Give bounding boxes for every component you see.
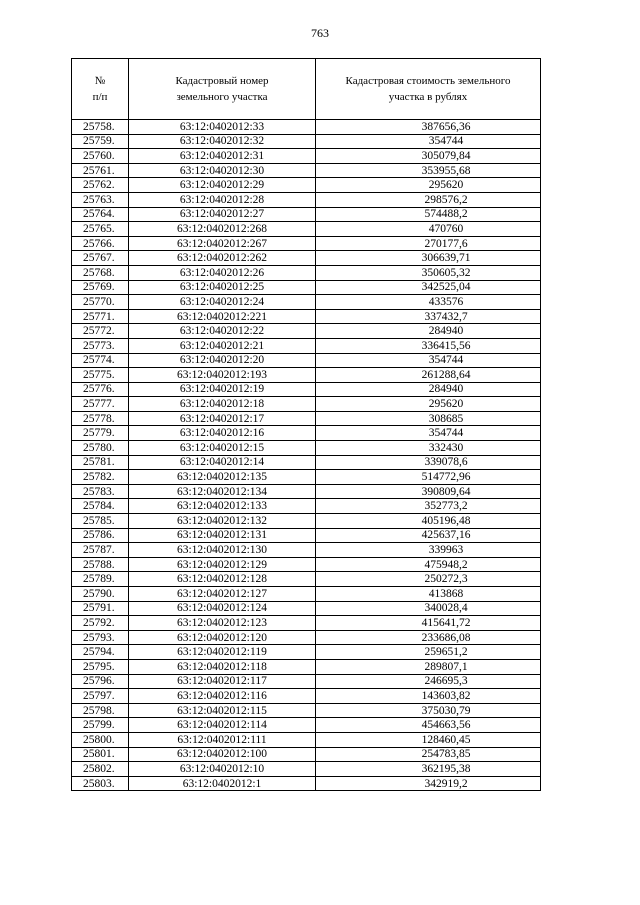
row-number-cell: 25762. xyxy=(72,178,129,193)
cadastral-number-cell: 63:12:0402012:131 xyxy=(129,528,316,543)
table-row xyxy=(72,207,541,222)
cadastral-cost-cell: 284940 xyxy=(316,324,541,339)
cadastral-cost-cell: 340028,4 xyxy=(316,601,541,616)
row-number-cell: 25788. xyxy=(72,557,129,572)
table-header xyxy=(72,59,541,120)
cadastral-number-cell: 63:12:0402012:120 xyxy=(129,630,316,645)
cadastral-number-cell: 63:12:0402012:130 xyxy=(129,543,316,558)
cadastral-number-cell: 63:12:0402012:22 xyxy=(129,324,316,339)
cadastral-cost-cell: 259651,2 xyxy=(316,645,541,660)
header-cost-line2: участка в рублях xyxy=(388,91,468,103)
row-number-cell: 25791. xyxy=(72,601,129,616)
row-number-cell: 25775. xyxy=(72,368,129,383)
row-number-cell: 25776. xyxy=(72,382,129,397)
cadastral-number-cell: 63:12:0402012:27 xyxy=(129,207,316,222)
table-row xyxy=(72,382,541,397)
cadastral-cost-cell: 574488,2 xyxy=(316,207,541,222)
table-row xyxy=(72,455,541,470)
row-number-cell: 25779. xyxy=(72,426,129,441)
table-row xyxy=(72,689,541,704)
row-number-cell: 25801. xyxy=(72,747,129,762)
header-cadastral-number xyxy=(129,59,316,120)
table-row xyxy=(72,309,541,324)
cadastral-number-cell: 63:12:0402012:262 xyxy=(129,251,316,266)
row-number-cell: 25770. xyxy=(72,295,129,310)
cadastral-number-cell: 63:12:0402012:111 xyxy=(129,732,316,747)
cadastral-cost-cell: 354744 xyxy=(316,426,541,441)
cadastral-number-cell: 63:12:0402012:118 xyxy=(129,659,316,674)
cadastral-cost-cell: 270177,6 xyxy=(316,236,541,251)
table-row xyxy=(72,368,541,383)
cadastral-cost-cell: 514772,96 xyxy=(316,470,541,485)
cadastral-cost-cell: 354744 xyxy=(316,353,541,368)
cadastral-number-cell: 63:12:0402012:26 xyxy=(129,265,316,280)
cadastral-number-cell: 63:12:0402012:132 xyxy=(129,514,316,529)
cadastral-cost-cell: 143603,82 xyxy=(316,689,541,704)
cadastral-cost-cell: 289807,1 xyxy=(316,659,541,674)
row-number-cell: 25764. xyxy=(72,207,129,222)
row-number-cell: 25784. xyxy=(72,499,129,514)
cadastral-cost-cell: 350605,32 xyxy=(316,265,541,280)
header-cost-line1: Кадастровая стоимость земельного xyxy=(345,75,511,87)
table-row xyxy=(72,163,541,178)
cadastral-cost-cell: 339963 xyxy=(316,543,541,558)
cadastral-cost-cell: 470760 xyxy=(316,222,541,237)
cadastral-cost-cell: 254783,85 xyxy=(316,747,541,762)
cadastral-number-cell: 63:12:0402012:128 xyxy=(129,572,316,587)
cadastral-number-cell: 63:12:0402012:30 xyxy=(129,163,316,178)
row-number-cell: 25774. xyxy=(72,353,129,368)
cadastral-number-cell: 63:12:0402012:100 xyxy=(129,747,316,762)
cadastral-cost-cell: 390809,64 xyxy=(316,484,541,499)
table-row xyxy=(72,470,541,485)
table-row xyxy=(72,645,541,660)
row-number-cell: 25763. xyxy=(72,192,129,207)
row-number-cell: 25777. xyxy=(72,397,129,412)
cadastral-cost-cell: 305079,84 xyxy=(316,149,541,164)
header-cadastral-line2: земельного участка xyxy=(176,91,268,103)
cadastral-number-cell: 63:12:0402012:129 xyxy=(129,557,316,572)
cadastral-cost-cell: 415641,72 xyxy=(316,616,541,631)
table-row xyxy=(72,543,541,558)
table-row xyxy=(72,703,541,718)
cadastral-cost-cell: 342919,2 xyxy=(316,776,541,791)
table-row xyxy=(72,528,541,543)
table-row xyxy=(72,280,541,295)
table-row xyxy=(72,718,541,733)
cadastral-cost-cell: 284940 xyxy=(316,382,541,397)
cadastral-number-cell: 63:12:0402012:18 xyxy=(129,397,316,412)
header-cadastral-line1: Кадастровый номер xyxy=(175,75,269,87)
row-number-cell: 25786. xyxy=(72,528,129,543)
table-row xyxy=(72,747,541,762)
cadastral-number-cell: 63:12:0402012:15 xyxy=(129,441,316,456)
row-number-cell: 25796. xyxy=(72,674,129,689)
cadastral-number-cell: 63:12:0402012:33 xyxy=(129,120,316,135)
cadastral-number-cell: 63:12:0402012:114 xyxy=(129,718,316,733)
cadastral-cost-cell: 425637,16 xyxy=(316,528,541,543)
table-row xyxy=(72,776,541,791)
cadastral-number-cell: 63:12:0402012:14 xyxy=(129,455,316,470)
table-row xyxy=(72,236,541,251)
header-row xyxy=(72,59,541,120)
cadastral-cost-cell: 128460,45 xyxy=(316,732,541,747)
row-number-cell: 25781. xyxy=(72,455,129,470)
cadastral-number-cell: 63:12:0402012:115 xyxy=(129,703,316,718)
cadastral-number-cell: 63:12:0402012:133 xyxy=(129,499,316,514)
row-number-cell: 25765. xyxy=(72,222,129,237)
cadastral-number-cell: 63:12:0402012:25 xyxy=(129,280,316,295)
page-number: 763 xyxy=(311,26,329,40)
table-row xyxy=(72,397,541,412)
cadastral-number-cell: 63:12:0402012:19 xyxy=(129,382,316,397)
table-row xyxy=(72,251,541,266)
cadastral-cost-cell: 454663,56 xyxy=(316,718,541,733)
row-number-cell: 25772. xyxy=(72,324,129,339)
cadastral-cost-cell: 250272,3 xyxy=(316,572,541,587)
table-row xyxy=(72,441,541,456)
cadastral-cost-cell: 413868 xyxy=(316,587,541,602)
row-number-cell: 25797. xyxy=(72,689,129,704)
row-number-cell: 25766. xyxy=(72,236,129,251)
row-number-cell: 25780. xyxy=(72,441,129,456)
table-row xyxy=(72,178,541,193)
cadastral-cost-cell: 261288,64 xyxy=(316,368,541,383)
cadastral-number-cell: 63:12:0402012:124 xyxy=(129,601,316,616)
table-row xyxy=(72,338,541,353)
row-number-cell: 25799. xyxy=(72,718,129,733)
row-number-cell: 25795. xyxy=(72,659,129,674)
cadastral-number-cell: 63:12:0402012:123 xyxy=(129,616,316,631)
cadastral-cost-cell: 362195,38 xyxy=(316,762,541,777)
cadastral-cost-cell: 295620 xyxy=(316,397,541,412)
cadastral-number-cell: 63:12:0402012:31 xyxy=(129,149,316,164)
cadastral-number-cell: 63:12:0402012:21 xyxy=(129,338,316,353)
row-number-cell: 25769. xyxy=(72,280,129,295)
table-row xyxy=(72,192,541,207)
table-row xyxy=(72,616,541,631)
cadastral-number-cell: 63:12:0402012:16 xyxy=(129,426,316,441)
row-number-cell: 25758. xyxy=(72,120,129,135)
cadastral-number-cell: 63:12:0402012:268 xyxy=(129,222,316,237)
table-row xyxy=(72,514,541,529)
cadastral-number-cell: 63:12:0402012:17 xyxy=(129,411,316,426)
table-body xyxy=(72,120,541,791)
row-number-cell: 25792. xyxy=(72,616,129,631)
header-cadastral-cost xyxy=(316,59,541,120)
cadastral-cost-cell: 332430 xyxy=(316,441,541,456)
row-number-cell: 25790. xyxy=(72,587,129,602)
row-number-cell: 25803. xyxy=(72,776,129,791)
cadastral-cost-cell: 295620 xyxy=(316,178,541,193)
cadastral-cost-cell: 298576,2 xyxy=(316,192,541,207)
header-number xyxy=(72,59,129,120)
table-row xyxy=(72,762,541,777)
cadastral-cost-cell: 336415,56 xyxy=(316,338,541,353)
cadastral-cost-cell: 375030,79 xyxy=(316,703,541,718)
cadastral-cost-cell: 353955,68 xyxy=(316,163,541,178)
row-number-cell: 25789. xyxy=(72,572,129,587)
cadastral-cost-cell: 339078,6 xyxy=(316,455,541,470)
row-number-cell: 25760. xyxy=(72,149,129,164)
row-number-cell: 25783. xyxy=(72,484,129,499)
cadastral-cost-cell: 475948,2 xyxy=(316,557,541,572)
cadastral-cost-cell: 308685 xyxy=(316,411,541,426)
row-number-cell: 25802. xyxy=(72,762,129,777)
cadastral-cost-cell: 352773,2 xyxy=(316,499,541,514)
table-row xyxy=(72,630,541,645)
table-row xyxy=(72,411,541,426)
table-row xyxy=(72,149,541,164)
header-number-line1: № xyxy=(94,75,106,87)
row-number-cell: 25785. xyxy=(72,514,129,529)
row-number-cell: 25773. xyxy=(72,338,129,353)
table-row xyxy=(72,134,541,149)
cadastral-cost-cell: 233686,08 xyxy=(316,630,541,645)
cadastral-number-cell: 63:12:0402012:127 xyxy=(129,587,316,602)
table-row xyxy=(72,295,541,310)
cadastral-number-cell: 63:12:0402012:267 xyxy=(129,236,316,251)
table-row xyxy=(72,353,541,368)
table-row xyxy=(72,426,541,441)
cadastral-number-cell: 63:12:0402012:117 xyxy=(129,674,316,689)
row-number-cell: 25794. xyxy=(72,645,129,660)
cadastral-number-cell: 63:12:0402012:193 xyxy=(129,368,316,383)
row-number-cell: 25787. xyxy=(72,543,129,558)
cadastral-cost-cell: 306639,71 xyxy=(316,251,541,266)
table-row xyxy=(72,601,541,616)
cadastral-number-cell: 63:12:0402012:32 xyxy=(129,134,316,149)
row-number-cell: 25800. xyxy=(72,732,129,747)
table-row xyxy=(72,732,541,747)
cadastral-cost-cell: 354744 xyxy=(316,134,541,149)
cadastral-number-cell: 63:12:0402012:29 xyxy=(129,178,316,193)
cadastral-number-cell: 63:12:0402012:134 xyxy=(129,484,316,499)
cadastral-number-cell: 63:12:0402012:10 xyxy=(129,762,316,777)
cadastral-number-cell: 63:12:0402012:20 xyxy=(129,353,316,368)
cadastral-number-cell: 63:12:0402012:135 xyxy=(129,470,316,485)
row-number-cell: 25793. xyxy=(72,630,129,645)
table-row xyxy=(72,572,541,587)
cadastral-number-cell: 63:12:0402012:116 xyxy=(129,689,316,704)
table-row xyxy=(72,265,541,280)
row-number-cell: 25768. xyxy=(72,265,129,280)
row-number-cell: 25761. xyxy=(72,163,129,178)
table-row xyxy=(72,674,541,689)
cadastral-table xyxy=(71,58,541,791)
cadastral-number-cell: 63:12:0402012:28 xyxy=(129,192,316,207)
table-row xyxy=(72,557,541,572)
cadastral-cost-cell: 342525,04 xyxy=(316,280,541,295)
table-row xyxy=(72,484,541,499)
row-number-cell: 25759. xyxy=(72,134,129,149)
table-row xyxy=(72,499,541,514)
table-row xyxy=(72,587,541,602)
cadastral-number-cell: 63:12:0402012:221 xyxy=(129,309,316,324)
row-number-cell: 25798. xyxy=(72,703,129,718)
cadastral-cost-cell: 337432,7 xyxy=(316,309,541,324)
header-number-line2: п/п xyxy=(92,91,108,103)
table-row xyxy=(72,659,541,674)
cadastral-number-cell: 63:12:0402012:24 xyxy=(129,295,316,310)
cadastral-cost-cell: 405196,48 xyxy=(316,514,541,529)
cadastral-number-cell: 63:12:0402012:119 xyxy=(129,645,316,660)
cadastral-cost-cell: 246695,3 xyxy=(316,674,541,689)
cadastral-number-cell: 63:12:0402012:1 xyxy=(129,776,316,791)
row-number-cell: 25782. xyxy=(72,470,129,485)
table-row xyxy=(72,222,541,237)
row-number-cell: 25767. xyxy=(72,251,129,266)
table-row xyxy=(72,120,541,135)
table-row xyxy=(72,324,541,339)
row-number-cell: 25771. xyxy=(72,309,129,324)
cadastral-cost-cell: 387656,36 xyxy=(316,120,541,135)
cadastral-cost-cell: 433576 xyxy=(316,295,541,310)
row-number-cell: 25778. xyxy=(72,411,129,426)
